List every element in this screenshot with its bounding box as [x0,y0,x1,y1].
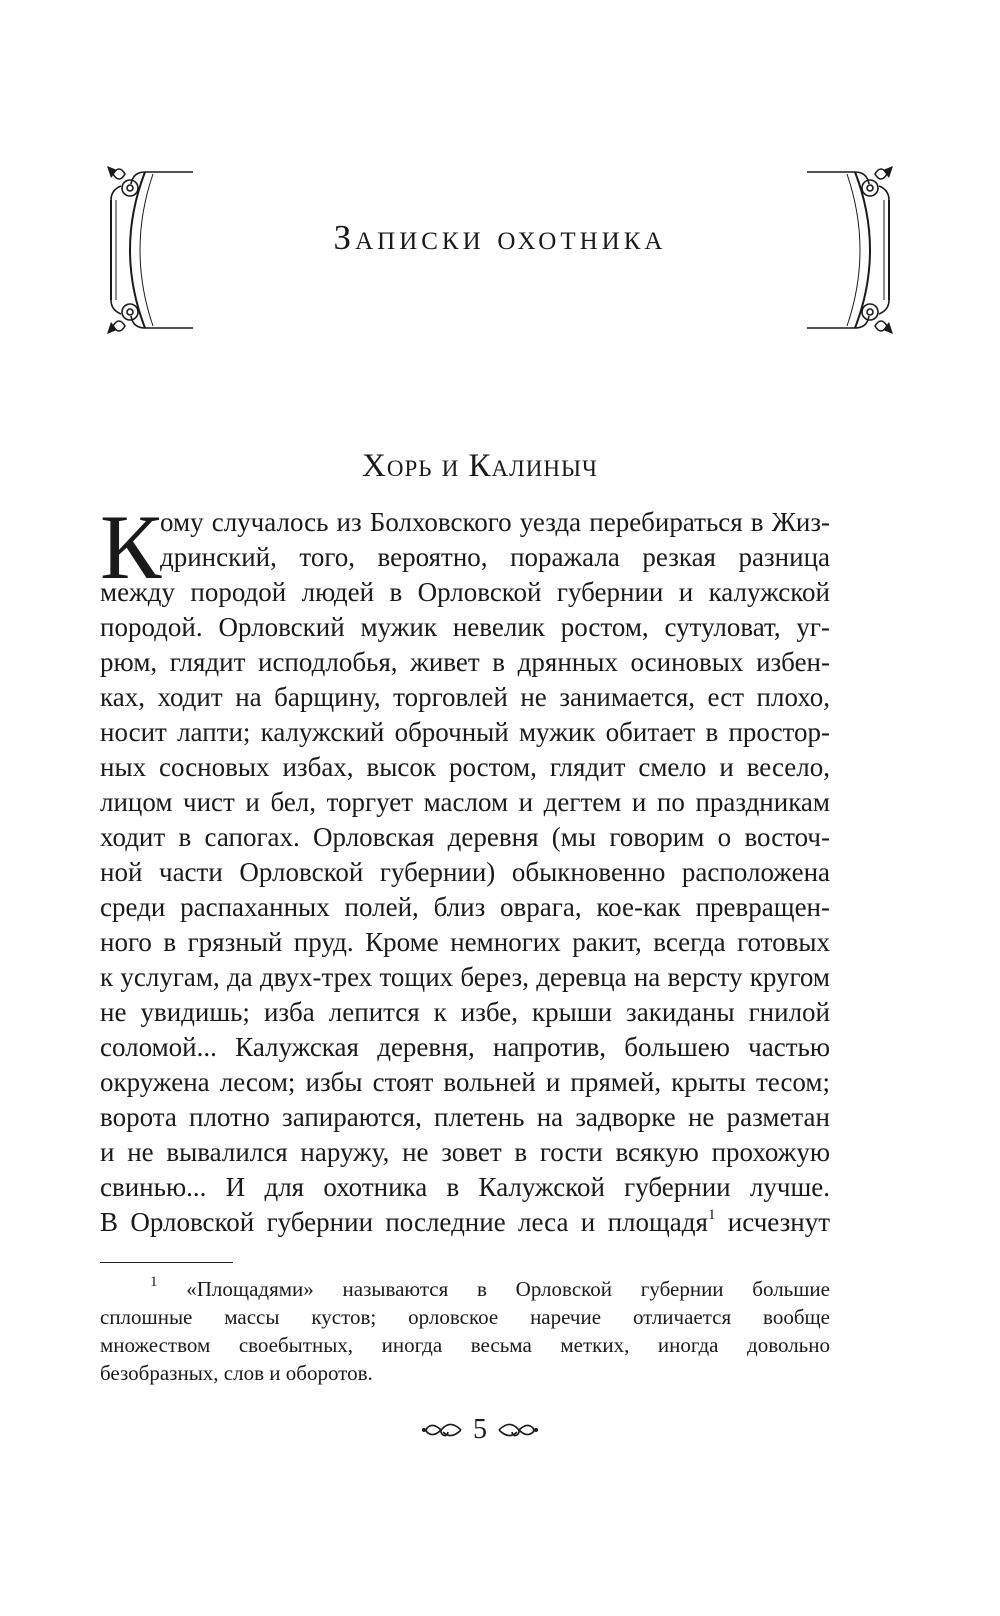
text-line: между породой людей в Орловской губернии и калужской [100,577,830,607]
scroll-frame-ornament-icon [105,160,205,340]
book-header [105,160,895,340]
flourish-right-icon [497,1418,539,1442]
footnote-line [100,1275,830,1303]
footnote-marker: 1 [150,1274,158,1290]
text-segment: исчезнут [715,1207,830,1237]
text-line: ворота плотно запираются, плетень на задворке не разметан [100,1102,830,1132]
text-line: свинью... И для охотника в Калужской губернии лучше. [100,1172,830,1202]
text-line: окружена лесом; избы стоят вольней и прямей, крыты тесом; [100,1067,830,1097]
book-title: Записки охотника [333,218,667,257]
footnote-line: множеством своебытных, иногда весьма метких, иногда довольно [100,1333,830,1357]
page-footer [380,1410,580,1450]
page-number: 5 [473,1414,487,1445]
text-line: дринский, того, вероятно, поражала резкая разница [160,542,830,572]
flourish-left-icon [421,1418,463,1442]
text-line: среди распаханных полей, близ оврага, кое-как превращен- [100,892,830,922]
scroll-frame-ornament-icon [795,160,895,340]
text-line: ках, ходит на барщину, торговлей не занимается, ест плохо, [100,682,830,712]
footnote-line: безобразных, слов и оборотов. [100,1361,373,1385]
text-line: не увидишь; изба лепится к избе, крыши закиданы гнилой [100,997,830,1027]
text-line: носит лапти; калужский оброчный мужик обитает в простор- [100,717,830,747]
footnote-text: «Площадями» называются в Орловской губернии большие [186,1277,830,1301]
text-line: породой. Орловский мужик невелик ростом, сутуловат, уг- [100,612,830,642]
text-line: ного в грязный пруд. Кроме немногих ракит, всегда готовых [100,927,830,957]
text-line: рюм, глядит исподлобья, живет в дрянных осиновых избен- [100,647,830,677]
chapter-title: Хорь и Калиныч [362,448,598,484]
text-line: ому случалось из Болховского уезда перебираться в Жиз- [160,507,830,537]
drop-cap: К [100,496,162,598]
chapter-body [100,496,830,1240]
text-line: ных сосновых избах, высок ростом, глядит смело и весело, [100,752,830,782]
text-line: лицом чист и бел, торгует маслом и дегтем и по праздникам [100,787,830,817]
text-line-last [100,1205,830,1240]
text-line: соломой... Калужская деревня, напротив, большею частью [100,1032,830,1062]
footnote [100,1275,830,1387]
footnote-reference: 1 [707,1207,716,1223]
text-line: ходит в сапогах. Орловская деревня (мы говорим о восточ- [100,822,830,852]
text-line: и не вывалился наружу, не зовет в гости всякую прохожую [100,1137,830,1167]
footnote-divider [100,1262,233,1263]
text-line: ной части Орловской губернии) обыкновенно расположена [100,857,830,887]
text-segment: В Орловской губернии последние леса и площадя [100,1207,708,1237]
text-line: к услугам, да двух-трех тощих берез, деревца на версту кругом [100,962,830,992]
footnote-line: сплошные массы кустов; орловское наречие отличается вообще [100,1305,830,1329]
